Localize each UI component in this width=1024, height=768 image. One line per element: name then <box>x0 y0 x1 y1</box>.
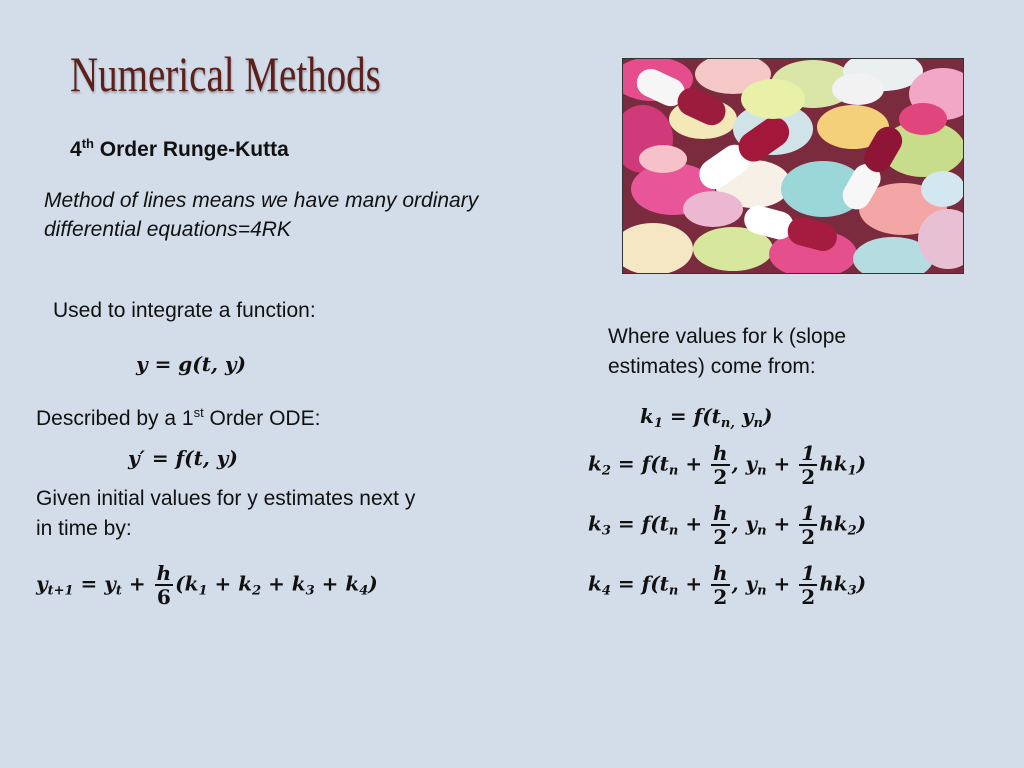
method-of-lines-note: Method of lines means we have many ordinary differential equations=4RK <box>44 189 479 241</box>
pills-illustration <box>623 59 963 273</box>
pills-photo <box>622 58 964 274</box>
where-values-text: Where values for k (slope estimates) come from: <box>608 325 847 378</box>
subtitle <box>70 136 289 162</box>
described-by-text <box>36 398 320 434</box>
equation-k4: $k_4 = f(t_n$ + $\frac{h}{2}$ , $y_n$ + $\frac{1}{2}$ $hk_3$) <box>588 561 867 609</box>
equation-function-text: y = g(t, y) <box>136 352 246 376</box>
equation-update: $y_{t+1} = y_t$ + $\frac{h}{6}$ $(k_1 + k_2 + k_3 + k_4)$ <box>36 561 378 609</box>
equation-k2: $k_2 = f(t_n$ + $\frac{h}{2}$ , $y_n$ + $\frac{1}{2}$ $hk_1$) <box>588 441 867 489</box>
equation-ode <box>128 446 238 470</box>
equation-function <box>136 352 246 376</box>
described-sup: st <box>193 405 204 420</box>
slide-title: Numerical Methods <box>70 46 381 102</box>
subtitle-ordinal-suffix: th <box>81 136 94 151</box>
equation-ode-text: y′ = f(t, y) <box>128 446 238 470</box>
subtitle-text: Order Runge-Kutta <box>93 138 289 161</box>
used-to-integrate-text: Used to integrate a function: <box>53 299 316 322</box>
equation-k1: $k_1 = f(t_{n,}$ $y_n$) <box>640 404 773 431</box>
equation-k3: $k_3 = f(t_n$ + $\frac{h}{2}$ , $y_n$ + $\frac{1}{2}$ $hk_2$) <box>588 501 867 549</box>
given-initial-values-text: Given initial values for y estimates next y in time by: <box>36 487 416 540</box>
described-post: Order ODE: <box>203 407 321 430</box>
described-pre: Described by a 1 <box>36 407 194 430</box>
subtitle-ordinal: 4 <box>70 138 82 161</box>
